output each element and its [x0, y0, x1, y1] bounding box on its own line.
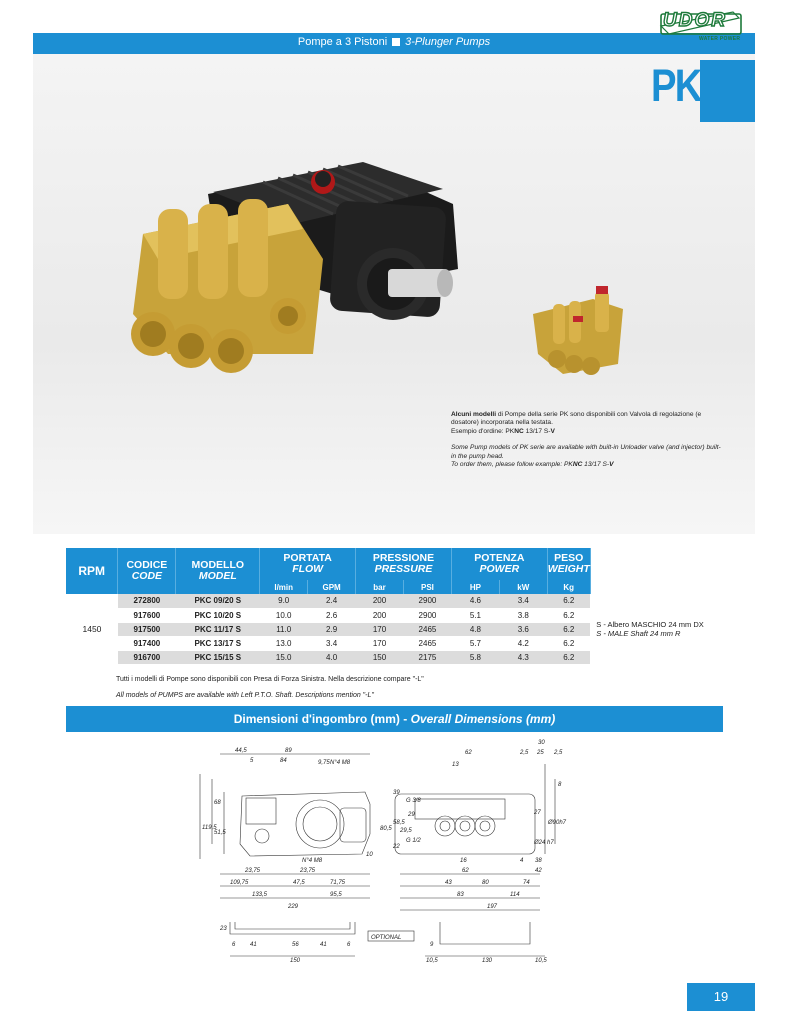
dim-68: 68 — [214, 800, 221, 806]
dim-10-5-a: 10,5 — [426, 958, 438, 964]
dim-9-75: 9,75 — [318, 760, 330, 766]
note-italian — [451, 411, 723, 436]
cell-hp: 5.8 — [451, 650, 499, 664]
cell-lmin: 10.0 — [260, 608, 308, 622]
dim-41-a: 41 — [250, 942, 257, 948]
cell-bar: 150 — [356, 650, 404, 664]
cell-hp: 5.7 — [451, 636, 499, 650]
cell-model: PKC 09/20 S — [176, 594, 260, 608]
header-title — [33, 36, 755, 48]
note-en-text: Some Pump models of PK serie are available with built-in Unloader valve (and injector) built-in the pump head. — [451, 444, 721, 460]
rpm-value: 1450 — [66, 594, 118, 664]
note-it-mid: 13/17 S- — [523, 427, 551, 435]
header-power-en: POWER — [479, 563, 520, 575]
dim-130: 130 — [482, 958, 493, 964]
header-code — [118, 548, 176, 594]
dim-phi90: Ø90h7 — [548, 820, 567, 826]
header-blank — [590, 548, 723, 594]
left-pto-note-it: Tutti i modelli di Pompe sono disponibili con Presa di Forza Sinistra. Nella descrizione compare "-L" — [116, 676, 424, 683]
dim-27: 27 — [534, 810, 541, 816]
dim-6-b: 6 — [347, 942, 351, 948]
unit-hp: HP — [451, 580, 499, 594]
spec-table — [66, 548, 723, 665]
udor-logo — [659, 8, 755, 52]
dim-g38: G 3/8 — [406, 798, 421, 804]
header-weight — [547, 548, 590, 580]
cell-gpm: 2.6 — [308, 608, 356, 622]
dim-n4m8-a: N°4 M8 — [330, 760, 351, 766]
page-number: 19 — [687, 983, 755, 1011]
dim-71-75: 71,75 — [330, 880, 346, 886]
cell-bar: 170 — [356, 622, 404, 636]
note-it-rest: di Pompe della serie PK sono disponibili con Valvola di regolazione (e dosatore) incorporata nella testata. — [451, 411, 702, 427]
note-it-example: Esempio d'ordine: PK — [451, 427, 515, 435]
shaft-it: S - Albero MASCHIO 24 mm DX — [596, 619, 704, 629]
dim-39: 39 — [393, 790, 400, 796]
series-title: PK — [651, 60, 701, 111]
dim-44-5: 44,5 — [235, 748, 247, 754]
dim-62: 62 — [465, 750, 472, 756]
cell-gpm: 4.0 — [308, 650, 356, 664]
cell-kw: 4.2 — [499, 636, 547, 650]
dim-g12: G 1/2 — [406, 838, 421, 844]
dim-29-5: 29,5 — [400, 828, 412, 834]
dim-84: 84 — [280, 758, 287, 764]
table-row — [66, 594, 723, 608]
header-code-it: CODICE — [126, 559, 168, 571]
dim-56: 56 — [292, 942, 299, 948]
cell-model: PKC 10/20 S — [176, 608, 260, 622]
dim-6-a: 6 — [232, 942, 236, 948]
dim-23: 23 — [220, 926, 227, 932]
dim-38: 38 — [535, 858, 542, 864]
dim-197: 197 — [487, 904, 498, 910]
dim-2-5-a: 2,5 — [520, 750, 529, 756]
dim-114: 114 — [510, 892, 520, 898]
logo-text: UDOR — [663, 10, 727, 31]
main-pump-illustration — [131, 162, 458, 373]
header-pressure-it: PRESSIONE — [372, 552, 435, 564]
dim-n4m8-b: N°4 M8 — [302, 858, 323, 864]
cell-psi: 2465 — [403, 636, 451, 650]
dim-2-5-b: 2,5 — [554, 750, 563, 756]
cell-hp: 4.6 — [451, 594, 499, 608]
header-rpm: RPM — [66, 548, 118, 594]
dim-80-5: 80,5 — [380, 826, 392, 832]
dim-51-5: 51,5 — [214, 830, 226, 836]
small-pump-illustration — [533, 286, 623, 375]
drawing-lines — [200, 754, 555, 956]
cell-model: PKC 11/17 S — [176, 622, 260, 636]
dim-10-5-b: 10,5 — [535, 958, 547, 964]
dim-phi24: Ø24 h7 — [534, 840, 554, 846]
header-pressure — [356, 548, 452, 580]
cell-kw: 3.4 — [499, 594, 547, 608]
cell-bar: 200 — [356, 594, 404, 608]
cell-kg: 6.2 — [547, 650, 590, 664]
dim-109-75: 109,75 — [230, 880, 249, 886]
dim-62-b: 62 — [462, 868, 469, 874]
cell-gpm: 2.9 — [308, 622, 356, 636]
cell-code: 916700 — [118, 650, 176, 664]
dim-30: 30 — [538, 740, 545, 746]
dimension-drawing — [190, 734, 570, 970]
cell-kg: 6.2 — [547, 594, 590, 608]
cell-code: 917500 — [118, 622, 176, 636]
cell-lmin: 11.0 — [260, 622, 308, 636]
dimensions-title: Dimensioni d'ingombro (mm) - Overall Dimensions (mm) — [66, 706, 723, 732]
cell-psi: 2175 — [403, 650, 451, 664]
dimension-labels — [202, 740, 567, 964]
cell-kg: 6.2 — [547, 636, 590, 650]
dim-25: 25 — [537, 750, 544, 756]
unit-psi: PSI — [403, 580, 451, 594]
unit-lmin: l/min — [260, 580, 308, 594]
header-title-en: 3-Plunger Pumps — [405, 36, 491, 48]
dim-13: 13 — [452, 762, 459, 768]
cell-model: PKC 15/15 S — [176, 650, 260, 664]
note-en-example: To order them, please follow example: PK — [451, 461, 573, 469]
dim-5: 5 — [250, 758, 254, 764]
cell-bar: 200 — [356, 608, 404, 622]
dimensions-title-it: Dimensioni d'ingombro (mm) — [233, 712, 400, 726]
cell-code: 272800 — [118, 594, 176, 608]
dim-43: 43 — [445, 880, 452, 886]
dim-89: 89 — [285, 748, 292, 754]
cell-lmin: 13.0 — [260, 636, 308, 650]
header-pressure-en: PRESSURE — [374, 563, 433, 575]
note-it-nc: NC — [514, 427, 524, 435]
dim-119-5: 119,5 — [202, 825, 217, 831]
cell-psi: 2900 — [403, 594, 451, 608]
dim-74: 74 — [523, 880, 530, 886]
cell-bar: 170 — [356, 636, 404, 650]
series-block — [700, 60, 755, 122]
cell-lmin: 15.0 — [260, 650, 308, 664]
unit-kw: kW — [499, 580, 547, 594]
shaft-en: S - MALE Shaft 24 mm R — [596, 628, 681, 638]
cell-kw: 3.6 — [499, 622, 547, 636]
cell-hp: 5.1 — [451, 608, 499, 622]
valve-note — [451, 411, 723, 477]
cell-hp: 4.8 — [451, 622, 499, 636]
header-band — [33, 33, 755, 54]
header-power-it: POTENZA — [474, 552, 525, 564]
cell-lmin: 9.0 — [260, 594, 308, 608]
left-pto-note-en: All models of PUMPS are available with Left P.T.O. Shaft. Descriptions mention "-L" — [116, 692, 374, 699]
dim-58-5: 58,5 — [393, 820, 405, 826]
cell-kw: 3.8 — [499, 608, 547, 622]
cell-model: PKC 13/17 S — [176, 636, 260, 650]
header-flow — [260, 548, 356, 580]
note-en-v: V — [609, 461, 614, 469]
dimensions-title-en: Overall Dimensions (mm) — [410, 712, 556, 726]
unit-gpm: GPM — [308, 580, 356, 594]
dim-133-5: 133,5 — [252, 892, 268, 898]
note-english — [451, 444, 723, 469]
dim-9: 9 — [430, 942, 434, 948]
header-weight-it: PESO — [554, 552, 584, 564]
dim-95-5: 95,5 — [330, 892, 342, 898]
dim-47-5: 47,5 — [293, 880, 305, 886]
dim-23-75-a: 23,75 — [245, 868, 261, 874]
header-title-it: Pompe a 3 Pistoni — [297, 36, 388, 48]
header-model-en: MODEL — [198, 570, 237, 582]
dim-29: 29 — [408, 812, 415, 818]
cell-code: 917600 — [118, 608, 176, 622]
header-power — [451, 548, 547, 580]
cell-psi: 2465 — [403, 622, 451, 636]
note-en-nc: NC — [572, 461, 583, 469]
cell-kg: 6.2 — [547, 608, 590, 622]
header-code-en: CODE — [131, 570, 163, 582]
table-body — [66, 594, 723, 664]
dim-16: 16 — [460, 858, 467, 864]
logo-subtitle: WATER POWER — [699, 36, 741, 42]
cell-kg: 6.2 — [547, 622, 590, 636]
dim-4: 4 — [520, 858, 524, 864]
dim-10: 10 — [366, 852, 373, 858]
unit-bar: bar — [356, 580, 404, 594]
table-header-row — [66, 548, 723, 580]
optional-label: OPTIONAL — [371, 935, 402, 941]
cell-gpm: 2.4 — [308, 594, 356, 608]
dim-229: 229 — [288, 904, 299, 910]
dim-8: 8 — [558, 782, 562, 788]
cell-psi: 2900 — [403, 608, 451, 622]
dim-23-75-b: 23,75 — [300, 868, 316, 874]
note-en-mid: 13/17 S- — [582, 461, 610, 469]
dim-80: 80 — [482, 880, 489, 886]
dim-22: 22 — [393, 844, 400, 850]
unit-kg: Kg — [547, 580, 590, 594]
header-flow-en: FLOW — [292, 563, 324, 575]
square-bullet-icon — [392, 38, 400, 46]
cell-code: 917400 — [118, 636, 176, 650]
dim-150: 150 — [290, 958, 301, 964]
header-flow-it: PORTATA — [283, 552, 332, 564]
cell-kw: 4.3 — [499, 650, 547, 664]
note-it-v: V — [550, 427, 555, 435]
header-weight-en: WEIGHT — [547, 563, 590, 575]
header-model — [176, 548, 260, 594]
dim-41-b: 41 — [320, 942, 327, 948]
header-model-it: MODELLO — [191, 559, 245, 571]
dim-42: 42 — [535, 868, 542, 874]
note-it-bold: Alcuni modelli — [451, 411, 497, 418]
cell-gpm: 3.4 — [308, 636, 356, 650]
shaft-description — [590, 594, 723, 664]
dim-83: 83 — [457, 892, 464, 898]
